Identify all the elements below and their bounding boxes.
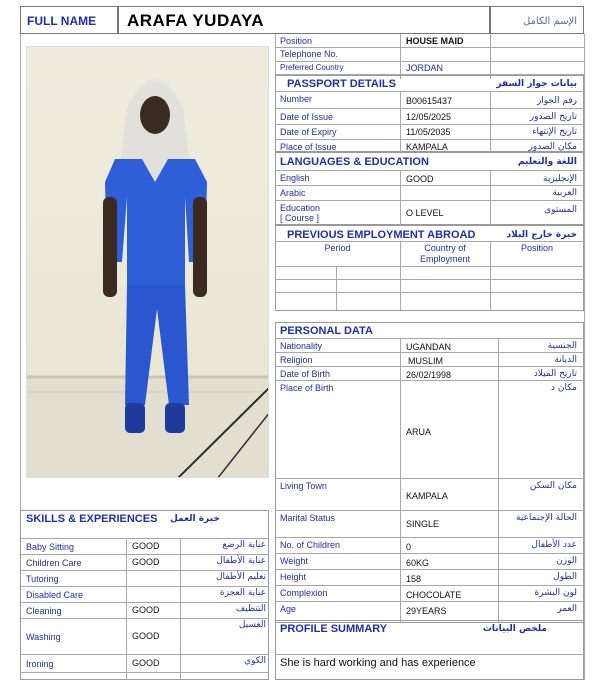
skill-label: Washing bbox=[26, 632, 61, 642]
issue-date-ar: تاريخ الصدور bbox=[529, 112, 577, 122]
children-label: No. of Children bbox=[280, 540, 341, 550]
dob-value: 26/02/1998 bbox=[406, 370, 452, 380]
marital-ar: الحالة الإجتماعية bbox=[516, 513, 577, 523]
skill-ar: تعليم الأطفال bbox=[215, 572, 266, 582]
full-name-ar-box bbox=[490, 6, 584, 34]
candidate-photo bbox=[26, 46, 269, 478]
skills-title-ar: خبرة العمل bbox=[170, 514, 220, 524]
passport-title-ar: بيانات جواز السفر bbox=[496, 79, 577, 89]
skill-row-divider bbox=[20, 654, 269, 655]
summary-text: She is hard working and has experience bbox=[280, 657, 476, 669]
skill-ar: عناية الرضع bbox=[222, 540, 266, 550]
expiry-date-label: Date of Expiry bbox=[280, 127, 337, 137]
skill-label: Ironing bbox=[26, 659, 54, 669]
skill-label: Disabled Care bbox=[26, 590, 84, 600]
employment-title-ar: خبرة خارج البلاد bbox=[506, 230, 577, 240]
skills-title: SKILLS & EXPERIENCES bbox=[26, 513, 158, 525]
frame-right bbox=[584, 34, 585, 680]
passport-number-ar: رقم الجواز bbox=[536, 96, 577, 106]
passport-title: PASSPORT DETAILS bbox=[287, 78, 396, 90]
skill-level: GOOD bbox=[132, 605, 160, 615]
complexion-ar: لون البشرة bbox=[534, 588, 577, 598]
religion-value: MUSLIM bbox=[408, 356, 444, 366]
passport-number-label: Number bbox=[280, 94, 313, 104]
nationality-ar: الجنسية bbox=[547, 341, 577, 351]
marital-label: Marital Status bbox=[280, 513, 336, 523]
telephone-label: Telephone No. bbox=[280, 49, 339, 59]
pob-value: ARUA bbox=[406, 427, 432, 437]
languages-title-ar: اللغة والتعليم bbox=[517, 157, 577, 167]
issue-date-label: Date of Issue bbox=[280, 112, 334, 122]
full-name-label-box bbox=[20, 6, 118, 34]
marital-value: SINGLE bbox=[406, 519, 440, 529]
languages-title: LANGUAGES & EDUCATION bbox=[280, 156, 429, 168]
personal-section bbox=[275, 322, 584, 623]
weight-value: 60KG bbox=[406, 558, 430, 568]
religion-ar: الديانة bbox=[554, 355, 577, 365]
position-label: Position bbox=[280, 36, 313, 46]
english-level: GOOD bbox=[406, 174, 434, 184]
skill-row-divider bbox=[20, 586, 269, 587]
personal-title: PERSONAL DATA bbox=[280, 325, 373, 337]
skill-label: Tutoring bbox=[26, 574, 59, 584]
skill-row-divider bbox=[20, 554, 269, 555]
issue-date: 12/05/2025 bbox=[406, 112, 452, 122]
skill-label: Children Care bbox=[26, 558, 82, 568]
education-level: O LEVEL bbox=[406, 208, 444, 218]
country-label: Preferred Country bbox=[280, 63, 344, 72]
pob-ar: مكان د bbox=[550, 383, 577, 393]
expiry-date: 11/05/2035 bbox=[406, 127, 451, 137]
summary-title: PROFILE SUMMARY bbox=[280, 623, 388, 635]
dob-label: Date of Birth bbox=[280, 369, 331, 379]
height-ar: الطول bbox=[553, 572, 577, 582]
english-label: English bbox=[280, 173, 310, 183]
dob-ar: تاريخ الميلاد bbox=[533, 369, 577, 379]
height-value: 158 bbox=[406, 574, 422, 584]
living-town-label: Living Town bbox=[280, 481, 327, 491]
skill-label: Baby Sitting bbox=[26, 542, 75, 552]
employment-title: PREVIOUS EMPLOYMENT ABROAD bbox=[287, 229, 476, 241]
issue-place: KAMPALA bbox=[406, 142, 448, 152]
complexion-value: CHOCOLATE bbox=[406, 590, 462, 600]
education-label: Education bbox=[280, 203, 321, 213]
age-ar: العمر bbox=[557, 604, 577, 614]
weight-ar: الوزن bbox=[556, 556, 577, 566]
education-ar: المستوى bbox=[544, 205, 577, 215]
full-name: ARAFA YUDAYA bbox=[127, 11, 265, 30]
arabic-label: Arabic bbox=[280, 188, 306, 198]
passport-number: B00615437 bbox=[406, 96, 453, 106]
complexion-label: Complexion bbox=[280, 588, 328, 598]
arabic-ar: العربية bbox=[552, 188, 577, 198]
skill-label: Cleaning bbox=[26, 606, 62, 616]
skill-level: GOOD bbox=[132, 658, 160, 668]
pob-label: Place of Birth bbox=[280, 383, 334, 393]
children-ar: عدد الأطفال bbox=[531, 540, 577, 550]
summary-title-ar: ملخص البيانات bbox=[482, 624, 547, 634]
issue-place-ar: مكان الصدور bbox=[528, 142, 577, 152]
english-ar: الإنجليزية bbox=[543, 174, 577, 184]
education-course-label: [ Course ] bbox=[280, 213, 320, 223]
height-label: Height bbox=[280, 572, 307, 582]
full-name-label: FULL NAME bbox=[27, 14, 97, 28]
nationality-label: Nationality bbox=[280, 341, 323, 351]
expiry-date-ar: تاريخ الإنتهاء bbox=[532, 127, 577, 137]
skill-ar: الكوي bbox=[244, 656, 266, 666]
skill-ar: عناية الأطفال bbox=[216, 556, 266, 566]
age-value: 29YEARS bbox=[406, 606, 447, 616]
nationality-value: UGANDAN bbox=[406, 342, 452, 352]
living-town-ar: مكان السكن bbox=[529, 481, 577, 491]
position-value: HOUSE MAID bbox=[406, 36, 464, 46]
skill-level: GOOD bbox=[132, 557, 160, 567]
age-label: Age bbox=[280, 604, 297, 614]
employment-col-country-2: Employment bbox=[419, 254, 471, 264]
employment-col-period: Period bbox=[324, 243, 351, 253]
skill-level: GOOD bbox=[132, 541, 160, 551]
children-value: 0 bbox=[406, 542, 412, 552]
person-figure bbox=[27, 47, 269, 478]
weight-label: Weight bbox=[280, 556, 308, 566]
skill-row-divider bbox=[20, 602, 269, 603]
skill-ar: الغسيل bbox=[238, 620, 266, 630]
skill-row-divider bbox=[20, 672, 269, 673]
employment-col-country: Country of bbox=[424, 243, 466, 253]
religion-label: Religion bbox=[280, 355, 313, 365]
skill-row-divider bbox=[20, 570, 269, 571]
full-name-box bbox=[118, 6, 490, 34]
country-value: JORDAN bbox=[406, 63, 444, 73]
issue-place-label: Place of Issue bbox=[280, 142, 337, 152]
full-name-ar: الإسم الكامل bbox=[522, 16, 577, 27]
living-town-value: KAMPALA bbox=[406, 491, 448, 501]
skill-ar: عناية العجزة bbox=[219, 588, 266, 598]
skill-ar: التنظيف bbox=[235, 604, 266, 614]
skill-row-divider bbox=[20, 618, 269, 619]
employment-col-position: Position bbox=[520, 243, 554, 253]
skill-level: GOOD bbox=[132, 631, 160, 641]
